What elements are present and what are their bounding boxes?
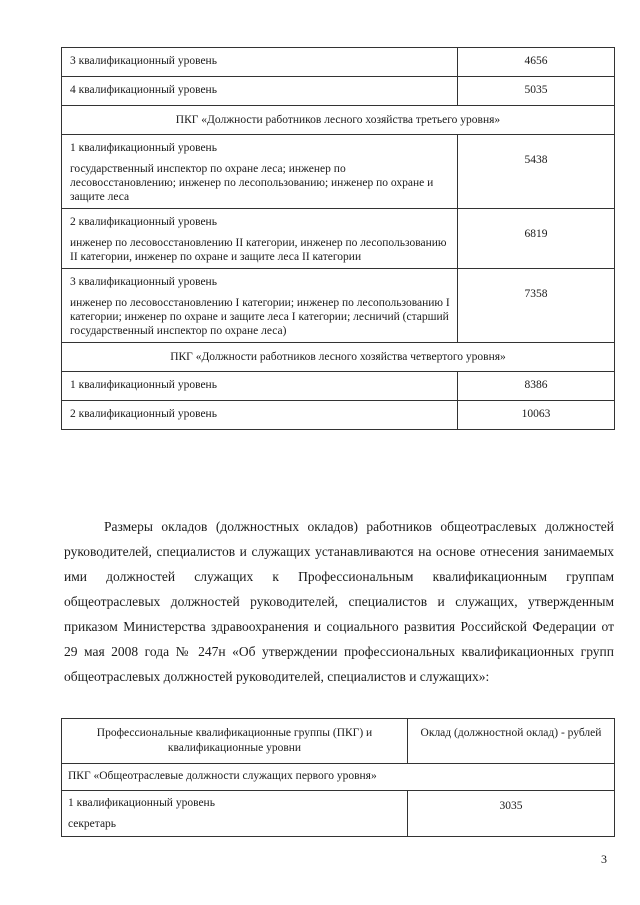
qualification-description: секретарь — [68, 818, 117, 830]
qualification-description: инженер по лесовосстановлению II категории, инженер по лесопользованию II категории, инженер по охране и защите леса II категории — [70, 237, 447, 263]
qualification-description: инженер по лесовосстановлению I категории; инженер по лесопользованию I категории; инженер по охране и защите леса I категории; лесничий (старший государственный инспектор по охране леса) — [70, 297, 450, 337]
table-row — [62, 77, 615, 106]
qualification-level: 3 квалификационный уровень — [70, 276, 217, 288]
table-header-row — [62, 719, 615, 764]
column-header-groups: Профессиональные квалификационные группы (ПКГ) и квалификационные уровни — [62, 719, 408, 764]
salary-value: 8386 — [458, 372, 615, 401]
body-paragraph: Размеры окладов (должностных окладов) работников общеотраслевых должностей руководителей, специалистов и служащих устанавливаются на основе отнесения занимаемых ими должностей служащих к Профессиональным квалификационным группам общеотраслевых должностей руководителей, специалистов и служащих, утвержденным приказом Министерства здравоохранения и социального развития Российской Федерации от 29 мая 2008 года № 247н «Об утверждении профессиональных квалификационных групп общеотраслевых должностей руководителей, специалистов и служащих»: — [64, 519, 614, 684]
table-row — [62, 135, 615, 209]
qualification-level: 3 квалификационный уровень — [62, 48, 458, 77]
salary-value: 6819 — [458, 209, 615, 269]
qualification-level: 1 квалификационный уровень — [62, 372, 458, 401]
group-header: ПКГ «Должности работников лесного хозяйства четвертого уровня» — [62, 343, 615, 372]
group-header-row — [62, 106, 615, 135]
qualification-cell — [62, 269, 458, 343]
salary-value: 5438 — [458, 135, 615, 209]
salary-value: 5035 — [458, 77, 615, 106]
table-row — [62, 209, 615, 269]
group-header-row — [62, 764, 615, 791]
salary-value: 4656 — [458, 48, 615, 77]
table-row — [62, 401, 615, 430]
qualification-cell — [62, 791, 408, 837]
salary-value: 3035 — [408, 791, 615, 837]
table-row — [62, 48, 615, 77]
qualification-cell — [62, 135, 458, 209]
qualification-description: государственный инспектор по охране леса; инженер по лесовосстановлению; инженер по лесопользованию; инженер по охране и защите леса — [70, 163, 434, 203]
group-header: ПКГ «Общеотраслевые должности служащих первого уровня» — [62, 764, 615, 791]
qualification-level: 1 квалификационный уровень — [70, 142, 217, 154]
table-row — [62, 791, 615, 837]
table-row — [62, 269, 615, 343]
qualification-cell — [62, 209, 458, 269]
salary-table-forestry — [61, 47, 615, 430]
salary-table-general — [61, 718, 615, 837]
group-header: ПКГ «Должности работников лесного хозяйства третьего уровня» — [62, 106, 615, 135]
qualification-level: 1 квалификационный уровень — [68, 797, 215, 809]
qualification-level: 2 квалификационный уровень — [62, 401, 458, 430]
salary-value: 7358 — [458, 269, 615, 343]
salary-value: 10063 — [458, 401, 615, 430]
qualification-level: 4 квалификационный уровень — [62, 77, 458, 106]
group-header-row — [62, 343, 615, 372]
column-header-salary: Оклад (должностной оклад) - рублей — [408, 719, 615, 764]
table-row — [62, 372, 615, 401]
page-number: 3 — [601, 852, 607, 866]
qualification-level: 2 квалификационный уровень — [70, 216, 217, 228]
